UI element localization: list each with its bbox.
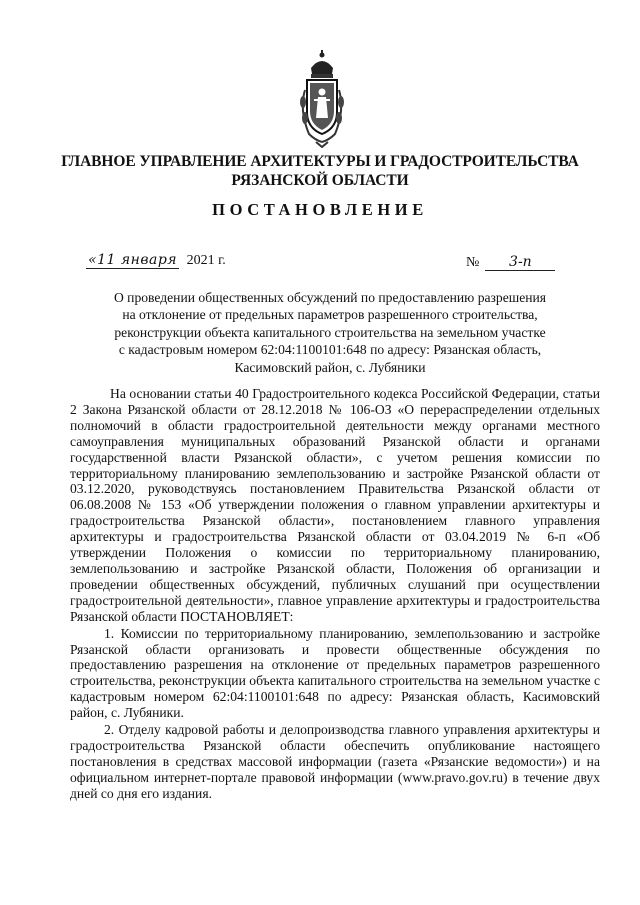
number-label: №	[466, 255, 480, 270]
date-year: 2021 г.	[186, 253, 226, 268]
subject-line: реконструкции объекта капитального строительства на земельном участке	[114, 324, 546, 340]
document-title: ПОСТАНОВЛЕНИЕ	[212, 200, 428, 219]
coat-of-arms-emblem	[297, 50, 347, 148]
subject-line: Касимовский район, с. Лубяники	[234, 359, 426, 375]
subject-line: О проведении общественных обсуждений по предоставлению разрешения	[113, 290, 547, 305]
date-quote: «	[88, 252, 98, 268]
document-number	[466, 254, 555, 271]
document-body	[70, 386, 600, 802]
subject-line: на отклонение от предельных параметров разрешенного строительства,	[122, 307, 538, 323]
subject-line: с кадастровым номером 62:04:1100101:648 по адресу: Рязанская область,	[118, 342, 542, 358]
organization-name	[40, 152, 600, 190]
organization-name-line2: РЯЗАНСКОЙ ОБЛАСТИ	[231, 172, 409, 189]
handwritten-date	[86, 252, 179, 269]
document-subject	[80, 289, 580, 376]
document-date	[86, 252, 226, 269]
preamble-paragraph: На основании статьи 40 Градостроительного кодекса Российской Федерации, статьи 2 Закона Рязанской области от 28.12.2018 № 106-ОЗ «О перераспределении отдельных полномочий в области градостроительной деятельности между органами местного самоуправления муниципальных образований Рязанской области и органами государственной власти Рязанской области», с учетом решения комиссии по территориальному планированию землепользованию и застройке Рязанской области от 03.12.2020, руководствуясь постановлением Правительства Рязанской области от 06.08.2008 № 153 «Об утверждении положения о главном управлении архитектуры и градостроительства Рязанской области», постановлением главного управления архитектуры и градостроительства Рязанской области от 03.04.2019 № 6-п «Об утверждении Положения о комиссии по территориальному планированию, землепользованию и застройке Рязанской области, Положения об организации и проведении общественных обсуждений, публичных слушаний при осуществлении градостроительной деятельности», главное управление архитектуры и градостроительства Рязанской области ПОСТАНОВЛЯЕТ:	[70, 386, 600, 624]
date-handwritten-value: 11 января	[97, 252, 178, 268]
item-2-paragraph: 2. Отделу кадровой работы и делопроизводства главного управления архитектуры и градостроительства Рязанской области обеспечить опубликование настоящего постановления в средствах массовой информации (газета «Рязанские ведомости») и на официальном интернет-портале правовой информации (www.pravo.gov.ru) в течение двух дней со дня его издания.	[70, 722, 600, 801]
number-handwritten-value: 3-п	[485, 254, 555, 271]
item-1-paragraph: 1. Комиссии по территориальному планированию, землепользованию и застройке Рязанской области организовать и провести общественные обсуждения по предоставлению разрешения на отклонение от предельных параметров разрешенного строительства, реконструкции объекта капитального строительства на земельном участке с кадастровым номером 62:04:1100101:648 по адресу: Рязанская область, Касимовский район, с. Лубяники.	[70, 625, 600, 721]
organization-name-line1: ГЛАВНОЕ УПРАВЛЕНИЕ АРХИТЕКТУРЫ И ГРАДОСТРОИТЕЛЬСТВА	[61, 153, 579, 170]
